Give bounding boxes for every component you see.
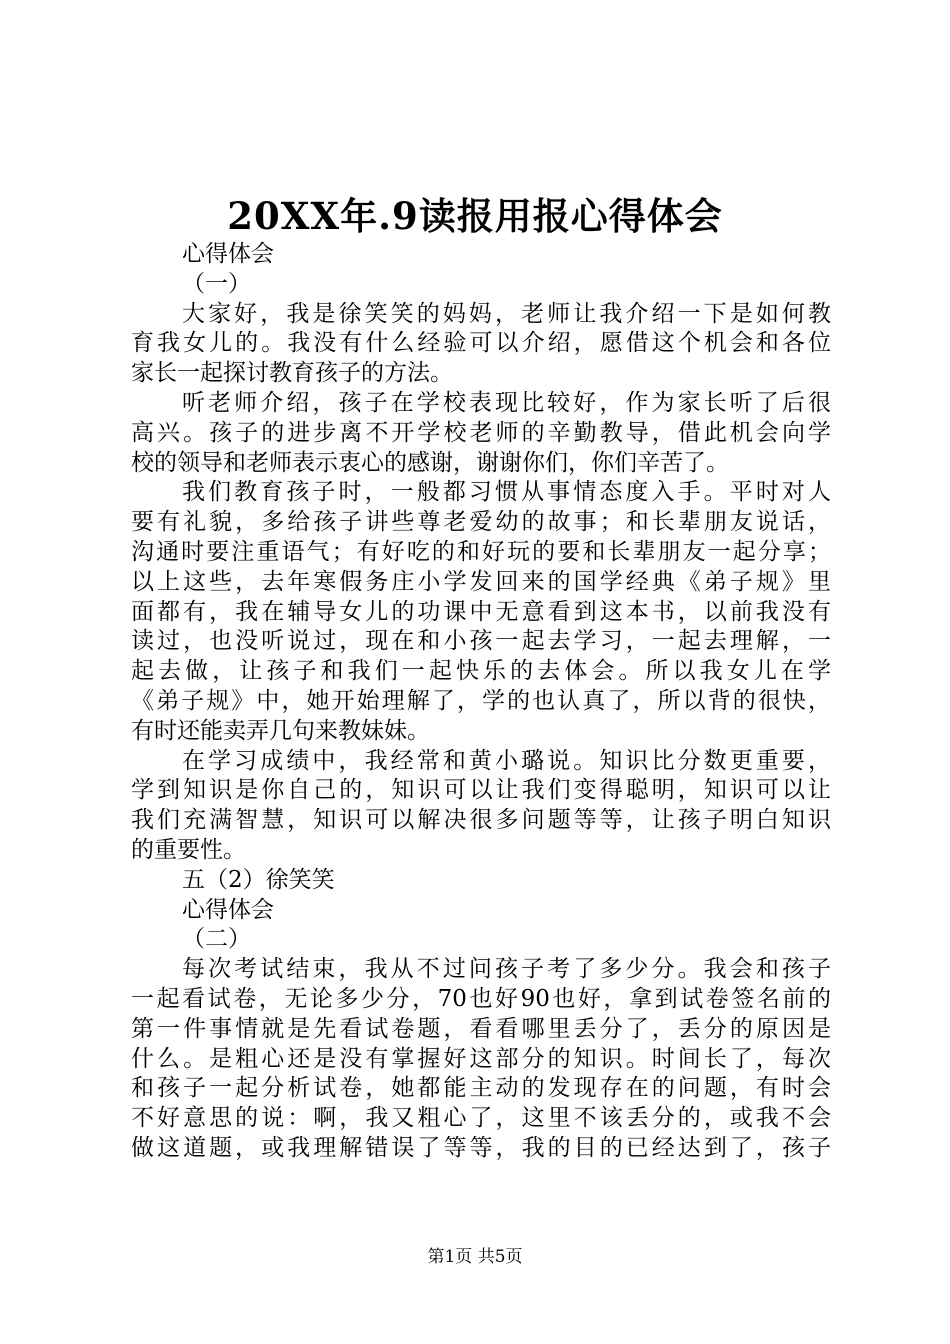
text-line: 我们教育孩子时，一般都习惯从事情态度入手。平时对人: [182, 479, 831, 506]
text-line: 不好意思的说：啊，我又粗心了，这里不该丢分的，或我不会: [131, 1105, 831, 1132]
text-line: 读过，也没听说过，现在和小孩一起去学习，一起去理解，一: [131, 628, 831, 655]
text-line: 每次考试结束，我从不过问孩子考了多少分。我会和孩子: [182, 956, 831, 983]
page-footer: 第1页 共5页: [427, 1247, 523, 1267]
text-line: 校的领导和老师表示衷心的感谢，谢谢你们，你们辛苦了。: [131, 449, 729, 476]
text-line: 和孩子一起分析试卷，她都能主动的发现存在的问题，有时会: [131, 1075, 831, 1102]
text-line: 心得体会: [182, 896, 274, 923]
text-line: 高兴。孩子的进步离不开学校老师的辛勤教导，借此机会向学: [131, 419, 831, 446]
document-title: 20XX年.9读报用报心得体会: [227, 194, 723, 238]
text-line: 有时还能卖弄几句来教妹妹。: [131, 717, 430, 744]
text-line: 做这道题，或我理解错误了等等，我的目的已经达到了，孩子: [131, 1134, 831, 1161]
text-line: 五（2）徐笑笑: [182, 866, 335, 893]
text-line: 我们充满智慧，知识可以解决很多问题等等，让孩子明白知识: [131, 807, 831, 834]
text-line: 心得体会: [182, 241, 274, 267]
text-line: 的重要性。: [131, 836, 246, 863]
text-line: （一）: [182, 270, 251, 297]
text-line: 沟通时要注重语气；有好吃的和好玩的要和长辈朋友一起分享；: [131, 538, 831, 565]
text-line: 一起看试卷，无论多少分，70也好90也好，拿到试卷签名前的: [131, 985, 831, 1012]
text-line: 在学习成绩中，我经常和黄小璐说。知识比分数更重要，: [182, 747, 831, 774]
text-line: 育我女儿的。我没有什么经验可以介绍，愿借这个机会和各位: [131, 330, 831, 357]
text-line: 什么。是粗心还是没有掌握好这部分的知识。时间长了，每次: [131, 1045, 831, 1072]
text-line: 起去做，让孩子和我们一起快乐的去体会。所以我女儿在学: [131, 658, 831, 685]
text-line: 《弟子规》中，她开始理解了，学的也认真了，所以背的很快，: [131, 687, 831, 714]
text-line: 听老师介绍，孩子在学校表现比较好，作为家长听了后很: [182, 389, 831, 416]
text-line: 家长一起探讨教育孩子的方法。: [131, 360, 453, 387]
text-line: 以上这些，去年寒假务庄小学发回来的国学经典《弟子规》里: [131, 568, 831, 595]
text-line: 学到知识是你自己的，知识可以让我们变得聪明，知识可以让: [131, 777, 831, 804]
text-line: （二）: [182, 926, 251, 953]
document-body: [131, 240, 831, 1164]
text-line: 大家好，我是徐笑笑的妈妈，老师让我介绍一下是如何教: [182, 300, 831, 327]
text-line: 第一件事情就是先看试卷题，看看哪里丢分了，丢分的原因是: [131, 1015, 831, 1042]
text-line: 要有礼貌，多给孩子讲些尊老爱幼的故事；和长辈朋友说话，: [131, 509, 831, 536]
text-line: 面都有，我在辅导女儿的功课中无意看到这本书，以前我没有: [131, 598, 831, 625]
